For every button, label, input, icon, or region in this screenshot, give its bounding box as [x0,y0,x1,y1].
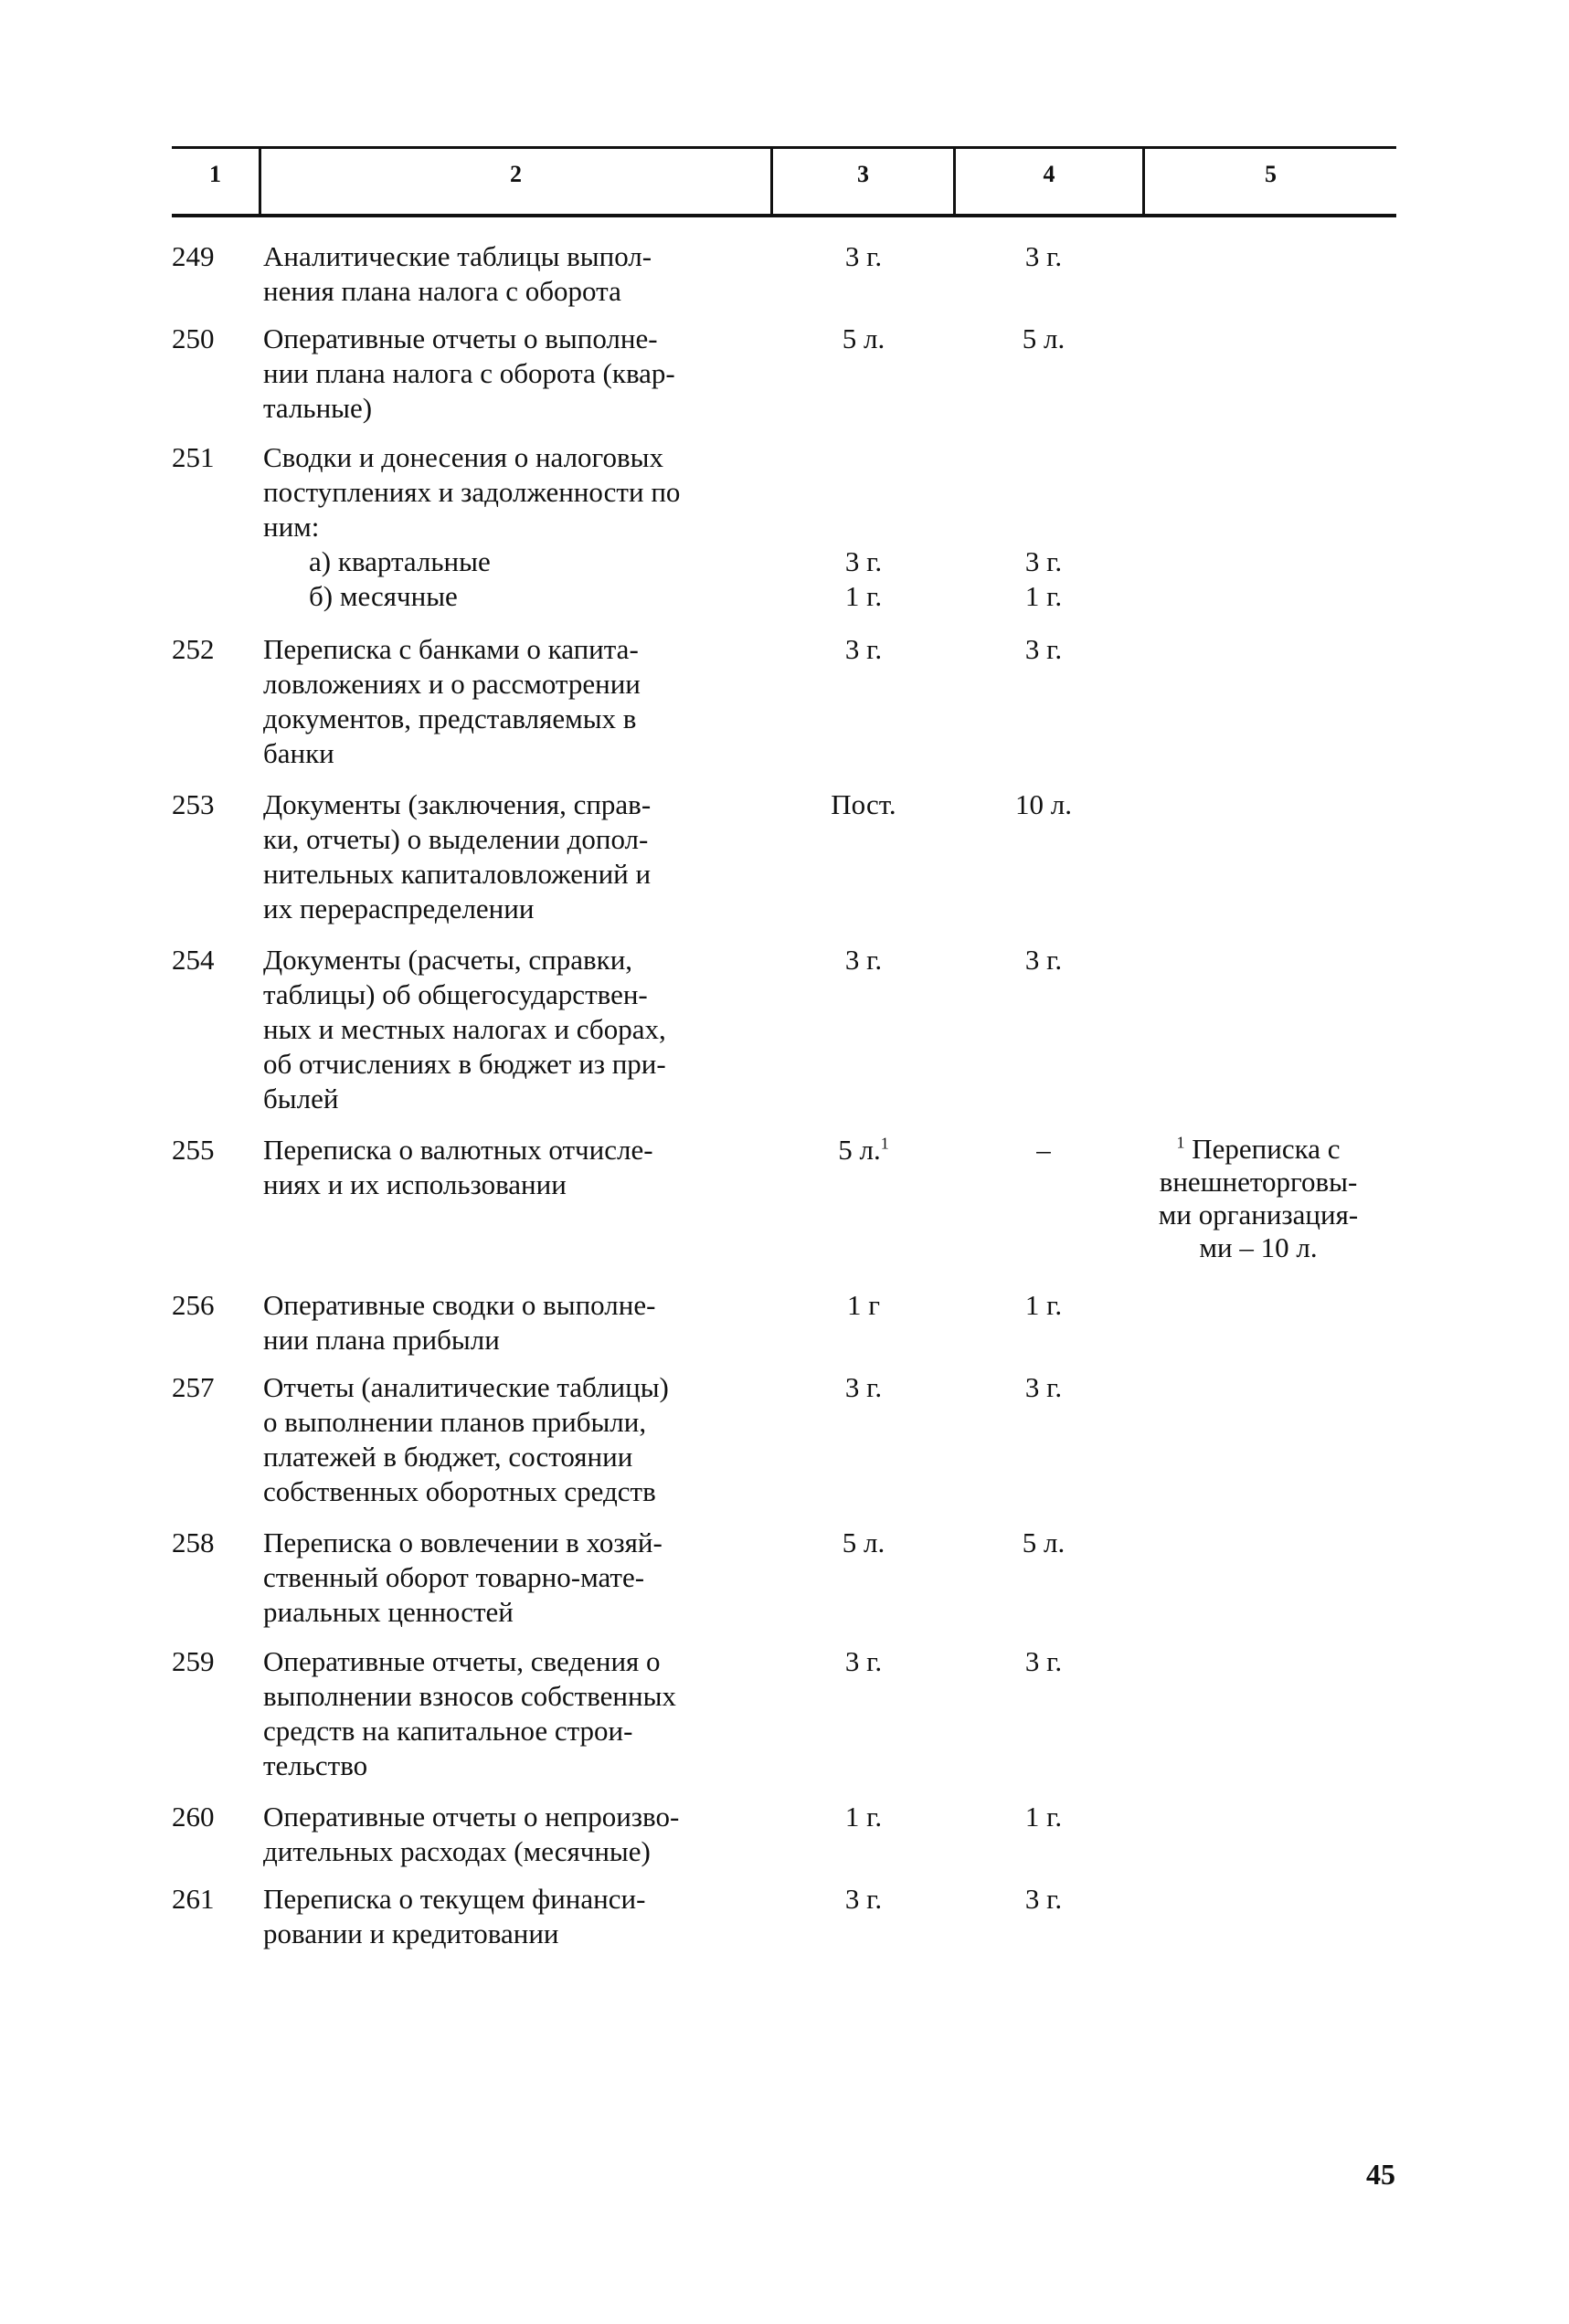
retention-period-col3 [809,1133,918,1167]
description-line: платежей в бюджет, состоянии [263,1441,633,1473]
description-line: собственных оборотных средств [263,1475,656,1507]
row-number: 249 [172,240,215,272]
row-number: 261 [172,1883,215,1915]
table-header-top-rule [172,146,1396,149]
retention-period-col4: 1 г. [1024,1289,1063,1321]
retention-period-col4: 3 г. [1024,633,1063,665]
description-line: нения плана налога с оборота [263,275,621,307]
description-line: тальные) [263,392,373,424]
retention-period-col4: 5 л. [1022,322,1065,354]
footnote-text: Переписка с [1192,1133,1341,1165]
description-line: ним: [263,511,320,543]
retention-period-col4: 1 г. [1024,580,1063,612]
row-number: 256 [172,1289,215,1321]
retention-period-value: 3 г. [844,633,883,665]
row-number: 250 [172,322,215,354]
retention-period-col4: 5 л. [1022,1526,1065,1558]
row-number: 251 [172,441,215,473]
header-col-2: 2 [510,161,522,187]
description-line: дительных расходах (месячные) [263,1835,651,1867]
description-line: Отчеты (аналитические таблицы) [263,1371,669,1403]
retention-period-col4: 3 г. [1024,240,1063,272]
description-line: былей [263,1083,339,1114]
description-line: Оперативные отчеты о непроизво- [263,1801,680,1833]
retention-period-value: 1 г. [844,1801,883,1833]
page-number: 45 [1366,2158,1395,2191]
row-number: 257 [172,1371,215,1403]
retention-period-col3 [809,1526,918,1560]
row-description [263,1133,775,1202]
retention-period-value: 3 г. [844,1371,883,1403]
description-line: средств на капитальное строи- [263,1715,633,1747]
sub-item-label: б) месячные [309,580,458,612]
row-description [263,632,775,771]
retention-period-col3 [809,632,918,667]
row-description [263,1800,775,1869]
description-line: Переписка о текущем финанси- [263,1883,646,1915]
header-col-1: 1 [209,161,221,187]
retention-period-value: 3 г. [844,944,883,976]
header-col-3: 3 [857,161,869,187]
description-line: поступлениях и задолженности по [263,476,681,508]
description-line: Оперативные отчеты о выполне- [263,322,658,354]
description-line: ных и местных налогах и сборах, [263,1013,666,1045]
footnote-marker: 1 [880,1134,889,1153]
row-description [263,787,775,926]
retention-period-col3: 1 г. [844,580,883,612]
footnote-marker: 1 [1176,1133,1185,1152]
row-number: 252 [172,633,215,665]
description-line: их перераспределении [263,893,535,924]
description-line: тельство [263,1749,368,1781]
description-line: Переписка о валютных отчисле- [263,1134,653,1166]
retention-period-col4: 3 г. [1024,1883,1063,1915]
footnote-line: ми организация- [1158,1199,1359,1231]
description-line: Документы (заключения, справ- [263,788,652,820]
description-line: ниях и их использовании [263,1168,567,1200]
description-line: ки, отчеты) о выделении допол- [263,823,649,855]
retention-period-value: 3 г. [844,1883,883,1915]
retention-period-col3 [809,239,918,274]
retention-period-col4: 3 г. [1024,545,1063,577]
footnote-line [1126,1133,1391,1166]
row-description [263,1526,775,1630]
description-line: Документы (расчеты, справки, [263,944,633,976]
row-description [263,440,775,614]
description-line: ловложениях и о рассмотрении [263,668,641,700]
sub-item-label: а) квартальные [309,545,491,577]
footnote-note [1126,1133,1391,1264]
retention-period-value: 5 л. [842,322,885,354]
header-col-4: 4 [1043,161,1055,187]
retention-period-col4: 3 г. [1024,944,1063,976]
description-line: таблицы) об общегосударствен- [263,978,648,1010]
row-number: 253 [172,788,215,820]
retention-period-col3 [809,322,918,356]
description-line: нительных капиталовложений и [263,858,652,890]
retention-period-col4: 1 г. [1024,1801,1063,1833]
retention-period-col3: 3 г. [844,545,883,577]
retention-period-col3 [809,943,918,977]
retention-period-value: Пост. [831,788,896,820]
retention-period-col3 [809,1644,918,1679]
footnote-line: ми – 10 л. [1199,1231,1318,1263]
description-line: об отчислениях в бюджет из при- [263,1048,666,1080]
table-header-bottom-rule [172,214,1396,217]
description-line: нии плана налога с оборота (квар- [263,357,675,389]
row-description [263,1370,775,1509]
row-number: 255 [172,1134,215,1166]
description-line: нии плана прибыли [263,1324,500,1356]
row-description [263,1288,775,1357]
row-number: 260 [172,1801,215,1833]
row-number: 259 [172,1645,215,1677]
retention-period-col3 [809,1370,918,1405]
retention-period-col3 [809,1800,918,1834]
retention-period-col4: – [1036,1134,1051,1166]
row-description [263,1644,775,1783]
retention-period-value: 5 л. [838,1134,881,1166]
row-description [263,1882,775,1951]
description-line: риальных ценностей [263,1596,514,1628]
retention-period-value: 3 г. [844,1645,883,1677]
row-description [263,943,775,1116]
retention-period-col3 [809,787,918,822]
row-number: 258 [172,1526,215,1558]
description-line: Переписка о вовлечении в хозяй- [263,1526,663,1558]
retention-period-col4: 3 г. [1024,1645,1063,1677]
retention-period-value: 1 г [847,1289,880,1321]
description-line: Аналитические таблицы выпол- [263,240,652,272]
row-number: 254 [172,944,215,976]
description-line: ственный оборот товарно-мате- [263,1561,645,1593]
row-description [263,239,775,309]
description-line: Оперативные сводки о выполне- [263,1289,656,1321]
retention-period-col3 [809,1288,918,1323]
description-line: ровании и кредитовании [263,1917,559,1949]
footnote-line: внешнеторговы- [1159,1166,1358,1198]
description-line: документов, представляемых в [263,702,637,734]
description-line: выполнении взносов собственных [263,1680,676,1712]
description-line: о выполнении планов прибыли, [263,1406,647,1438]
description-line: Переписка с банками о капита- [263,633,639,665]
retention-period-col4: 10 л. [1015,788,1072,820]
retention-period-value: 5 л. [842,1526,885,1558]
description-line: Сводки и донесения о налоговых [263,441,663,473]
header-col-5: 5 [1265,161,1277,187]
retention-period-col3 [809,1882,918,1917]
retention-period-value: 3 г. [844,240,883,272]
description-line: банки [263,737,334,769]
row-description [263,322,775,426]
description-line: Оперативные отчеты, сведения о [263,1645,661,1677]
retention-period-col4: 3 г. [1024,1371,1063,1403]
